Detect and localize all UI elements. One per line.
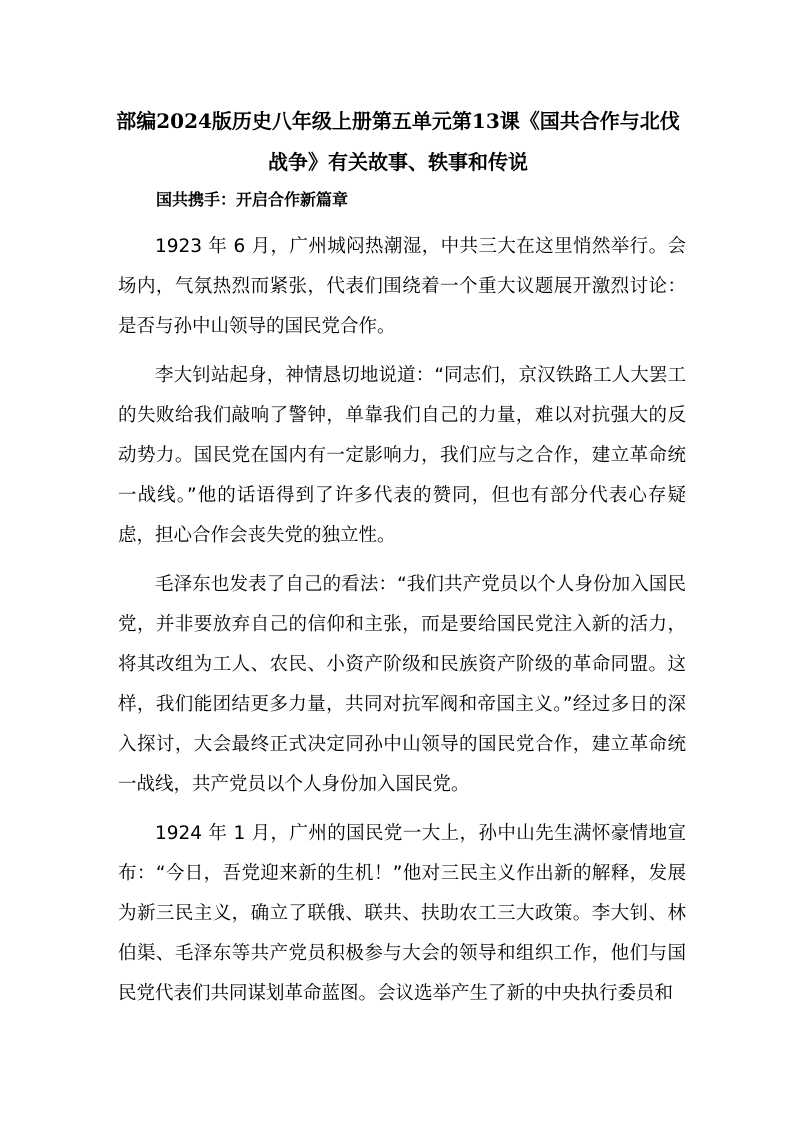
paragraph-2: 李大钊站起身，神情恳切地说道：“同志们，京汉铁路工人大罢工的失败给我们敲响了警钟，单靠我们自己的力量，难以对抗强大的反动势力。国民党在国内有一定影响力，我们应与之合作，建立革命统一战线。”他的话语得到了许多代表的赞同，但也有部分代表心存疑虑，担心合作会丧失党的独立性。	[118, 365, 686, 546]
body-text	[118, 227, 686, 1023]
paragraph-1: 1923 年 6 月，广州城闷热潮湿，中共三大在这里悄然举行。会场内，气氛热烈而紧张，代表们围绕着一个重大议题展开激烈讨论：是否与孙中山领导的国民党合作。	[118, 236, 686, 337]
document-title: 部编2024版历史八年级上册第五单元第13课《国共合作与北伐战争》有关故事、轶事和传说	[116, 109, 680, 174]
paragraph-3: 毛泽东也发表了自己的看法：“我们共产党员以个人身份加入国民党，并非要放弃自己的信仰和主张，而是要给国民党注入新的活力，将其改组为工人、农民、小资产阶级和民族资产阶级的革命同盟。这样，我们能团结更多力量，共同对抗军阀和帝国主义。”经过多日的深入探讨，大会最终正式决定同孙中山领导的国民党合作，建立革命统一战线，共产党员以个人身份加入国民党。	[118, 574, 686, 795]
section-heading: 国共携手：开启合作新篇章	[156, 190, 349, 209]
paragraph-4: 1924 年 1 月，广州的国民党一大上，孙中山先生满怀豪情地宣布：“今日，吾党迎来新的生机！”他对三民主义作出新的解释，发展为新三民主义，确立了联俄、联共、扶助农工三大政策。李大钊、林伯渠、毛泽东等共产党员积极参与大会的领导和组织工作，他们与国民党代表们共同谋划革命蓝图。会议选举产生了新的中央执行委员和	[118, 823, 686, 1004]
